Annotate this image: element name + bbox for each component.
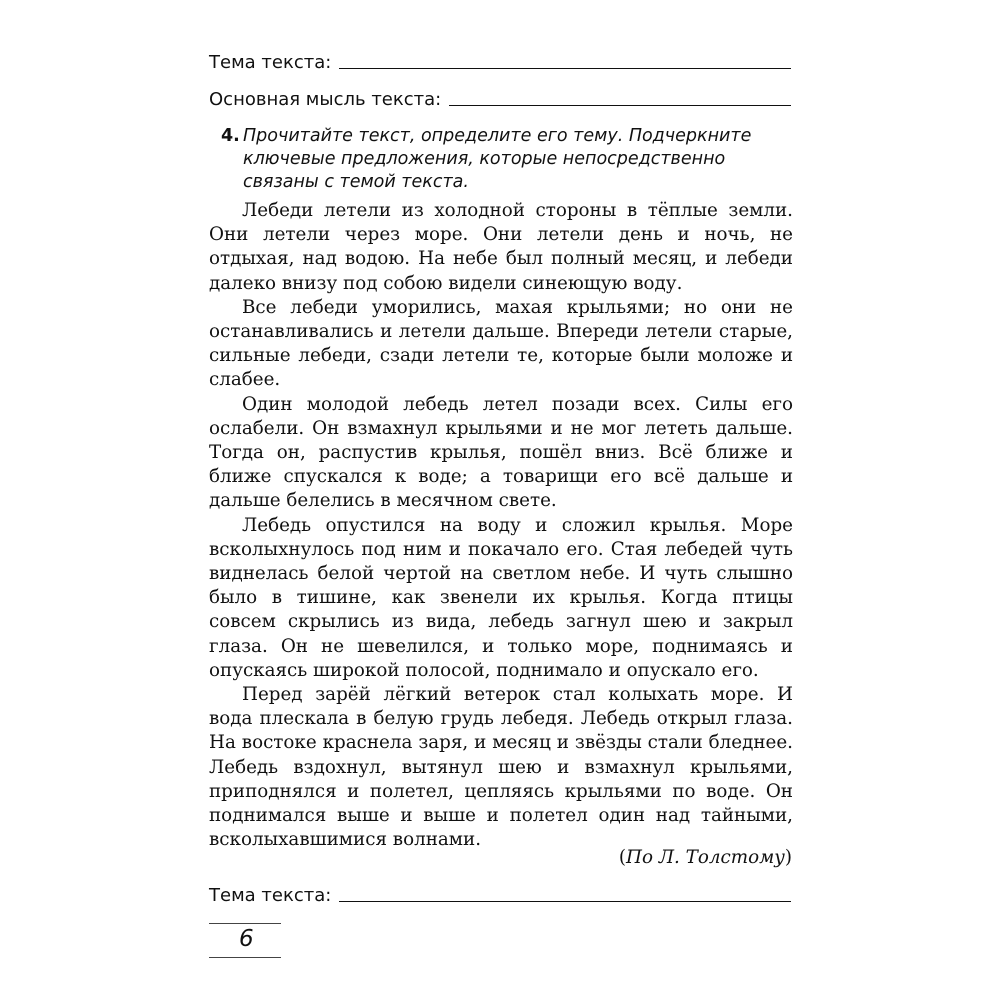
story-text xyxy=(209,199,793,852)
paragraph: Один молодой лебедь летел позади всех. Силы его ослабели. Он взмахнул крыльями и не мог лететь дальше. Тогда он, распустив крылья, пошёл вниз. Всё ближе и ближе спускался к воде; а товарищи его всё дальше и дальше белелись в месячном свете. xyxy=(209,393,793,512)
topic-label: Тема текста: xyxy=(209,52,332,73)
main-idea-label: Основная мысль текста: xyxy=(209,89,442,110)
paragraph: Перед зарёй лёгкий ветерок стал колыхать море. И вода плескала в белую грудь лебедя. Лебедь открыл глаза. На востоке краснела заря, и месяц и звёзды стали бледнее. Лебедь вздохнул, вытянул шею и взмахнул крыльями, приподнялся и полетел, цепляясь крыльями по воде. Он поднимался выше и выше и полетел один над тайными, всколыхавшимися волнами. xyxy=(209,684,793,851)
paragraph: Все лебеди уморились, махая крыльями; но они не останавливались и летели дальше. Впереди летели старые, сильные лебеди, сзади летели те, которые были моложе и слабее. xyxy=(209,296,793,391)
source-open-paren: ( xyxy=(618,847,627,868)
source-attribution xyxy=(619,846,792,870)
page-number-box xyxy=(209,923,281,958)
topic-label: Тема текста: xyxy=(209,885,332,906)
task-number: 4. xyxy=(221,126,240,146)
paragraph: Лебедь опустился на воду и сложил крылья. Море всколыхнулось под ним и покачало его. Стая лебедей чуть виднелась белой чертой на светлом небе. И чуть слышно было в тишине, как звенели их крылья. Когда птицы совсем скрылись из вида, лебедь загнул шею и закрыл глаза. Он не шевелился, и только море, поднимаясь и опускаясь широкой полосой, поднимало и опускало его. xyxy=(209,514,793,681)
topic-field-bottom xyxy=(209,887,791,905)
main-idea-field xyxy=(209,91,791,109)
task-instruction xyxy=(221,125,793,194)
task-text: Прочитайте текст, определите его тему. Подчеркните ключевые предложения, которые непосредственно связаны с темой текста. xyxy=(243,126,752,192)
source-close-paren: ) xyxy=(784,847,792,868)
main-idea-answer-line[interactable] xyxy=(449,105,791,106)
topic-answer-line[interactable] xyxy=(339,901,791,902)
page-number: 6 xyxy=(239,926,254,952)
topic-field-top xyxy=(209,54,791,72)
topic-answer-line[interactable] xyxy=(339,68,791,69)
paragraph: Лебеди летели из холодной стороны в тёплые земли. Они летели через море. Они летели день и ночь, не отдыхая, над водою. На небе был полный месяц, и лебеди далеко внизу под собою видели синеющую воду. xyxy=(209,200,793,294)
source-text: По Л. Толстому xyxy=(626,847,785,868)
